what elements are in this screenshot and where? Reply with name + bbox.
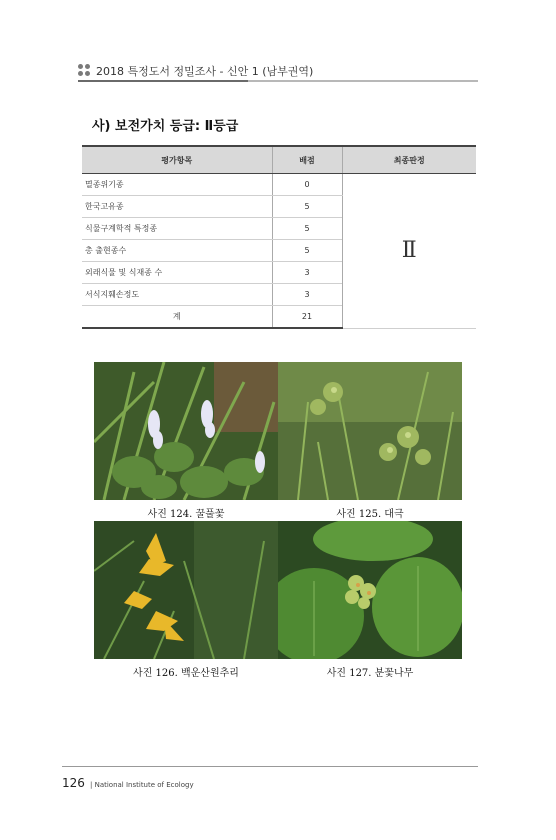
table-row <box>82 174 476 196</box>
photo-126 <box>94 521 278 659</box>
header-item: 평가항목 <box>82 146 272 174</box>
total-score: 21 <box>272 306 342 329</box>
photo-126-caption: 사진 126. 백운산원추리 <box>133 668 239 679</box>
row-score: 5 <box>272 218 342 240</box>
photo-124 <box>94 362 278 500</box>
row-item: 총 출현종수 <box>82 240 272 262</box>
footer-rule <box>62 766 478 767</box>
row-item: 한국고유종 <box>82 196 272 218</box>
row-item: 멸종위기종 <box>82 174 272 196</box>
table-header-row <box>82 146 476 174</box>
photo-124-caption: 사진 124. 꿀풀꽃 <box>147 509 225 520</box>
row-score: 0 <box>272 174 342 196</box>
photo-125 <box>278 362 462 500</box>
row-item: 식물구계학적 특정종 <box>82 218 272 240</box>
evaluation-table <box>82 145 476 329</box>
total-label: 계 <box>82 306 272 329</box>
header-dots-icon <box>78 64 92 78</box>
final-grade: Ⅱ <box>342 174 476 329</box>
header-rule-accent <box>78 80 248 82</box>
footer-organization: | National Institute of Ecology <box>90 781 194 789</box>
page-number: 126 <box>62 776 85 790</box>
photo-127 <box>278 521 462 659</box>
row-score: 3 <box>272 262 342 284</box>
row-score: 3 <box>272 284 342 306</box>
header-final: 최종판정 <box>342 146 476 174</box>
row-item: 서식지훼손정도 <box>82 284 272 306</box>
row-item: 외래식물 및 식재종 수 <box>82 262 272 284</box>
photo-125-caption: 사진 125. 대극 <box>336 509 404 520</box>
row-score: 5 <box>272 196 342 218</box>
footer <box>62 772 194 791</box>
running-header <box>78 62 478 80</box>
photo-127-caption: 사진 127. 분꽃나무 <box>326 668 414 679</box>
section-title: 사) 보전가치 등급: Ⅱ등급 <box>92 119 239 134</box>
row-score: 5 <box>272 240 342 262</box>
header-score: 배점 <box>272 146 342 174</box>
header-title: 2018 특정도서 정밀조사 - 신안 1 (남부권역) <box>96 65 314 78</box>
